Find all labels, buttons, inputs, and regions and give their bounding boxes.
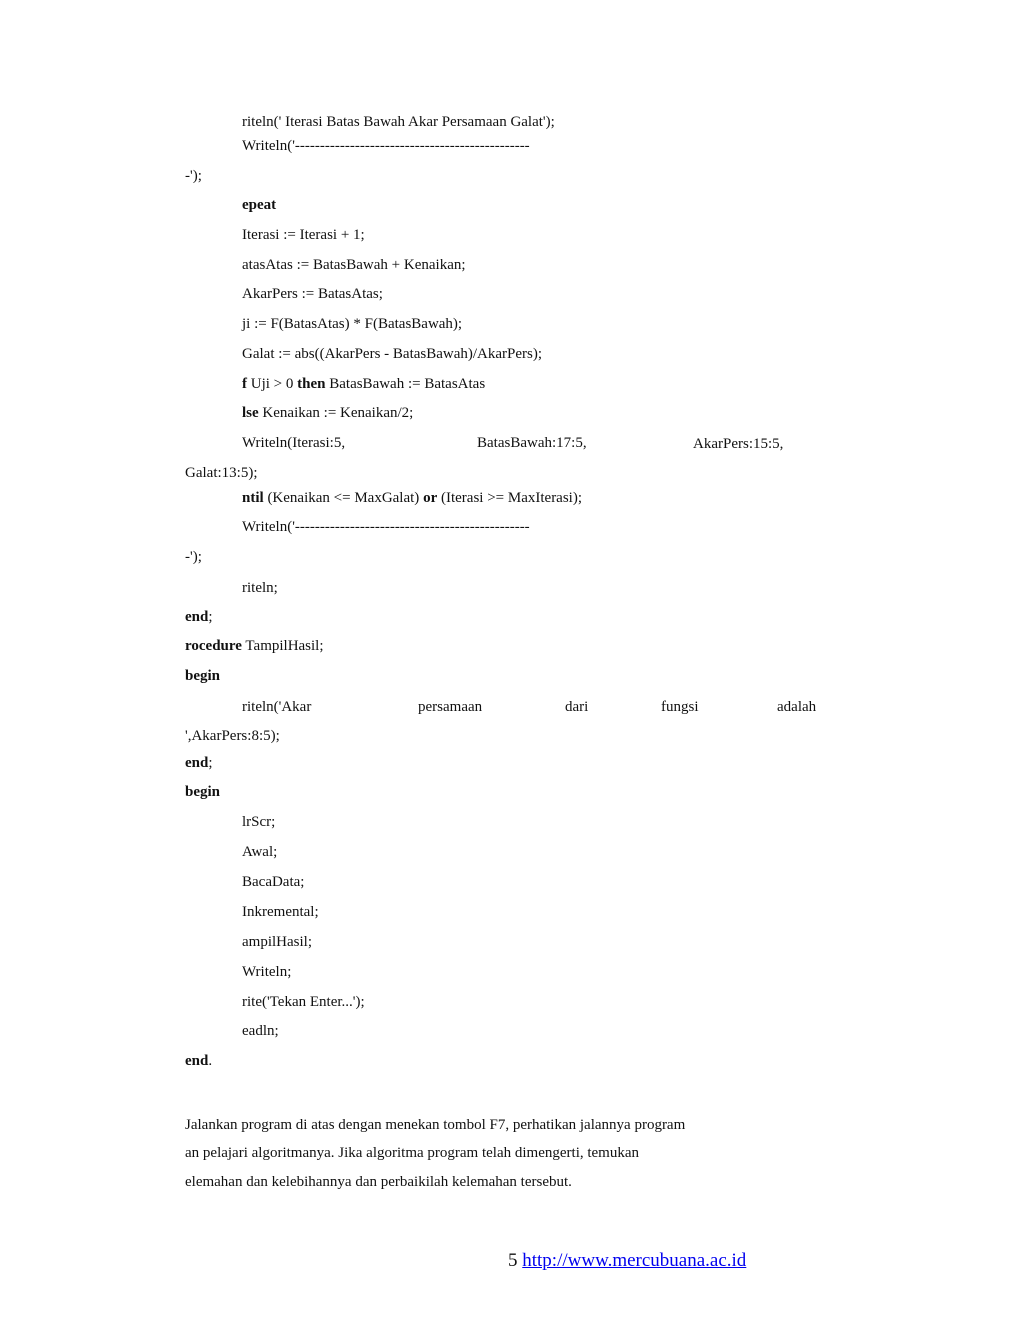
code-line: lrScr;	[242, 814, 276, 830]
keyword: or	[423, 490, 438, 506]
keyword: begin	[185, 668, 221, 684]
code-text: TampilHasil;	[241, 638, 324, 654]
code-line: eadln;	[242, 1023, 279, 1039]
keyword: end	[185, 755, 209, 771]
code-line	[242, 489, 582, 507]
code-line: Writeln;	[242, 964, 292, 980]
code-text: Kenaikan := Kenaikan/2;	[258, 405, 414, 421]
keyword: ntil	[242, 490, 264, 506]
keyword: f	[242, 376, 247, 392]
code-text: Uji > 0	[247, 376, 298, 392]
code-text: ;	[208, 755, 213, 771]
code-line: ji := F(BatasAtas) * F(BatasBawah);	[242, 316, 463, 332]
code-line: Galat:13:5);	[185, 465, 258, 481]
code-text: .	[208, 1053, 213, 1069]
keyword: rocedure	[185, 638, 242, 654]
paragraph-line: elemahan dan kelebihannya dan perbaikilah kelemahan tersebut.	[185, 1174, 572, 1190]
code-text: (Iterasi >= MaxIterasi);	[437, 490, 583, 506]
footer-link[interactable]: http://www.mercubuana.ac.id	[522, 1250, 747, 1271]
code-line	[185, 783, 220, 801]
code-line: BatasBawah:17:5,	[477, 435, 587, 451]
code-text: BatasBawah := BatasAtas	[325, 376, 486, 392]
code-line: adalah	[777, 699, 817, 715]
keyword: end	[185, 609, 209, 625]
code-line	[185, 1052, 212, 1070]
code-line: ampilHasil;	[242, 934, 312, 950]
code-line	[242, 375, 485, 393]
keyword: begin	[185, 784, 221, 800]
code-line: -');	[185, 168, 202, 184]
code-line	[242, 404, 413, 422]
code-line: riteln;	[242, 580, 278, 596]
code-line: rite('Tekan Enter...');	[242, 994, 365, 1010]
code-line: Iterasi := Iterasi + 1;	[242, 227, 365, 243]
code-line	[185, 608, 213, 626]
code-line: ',AkarPers:8:5);	[185, 728, 280, 744]
code-line: AkarPers := BatasAtas;	[242, 286, 383, 302]
code-line: persamaan	[418, 699, 483, 715]
code-line	[242, 196, 276, 214]
code-line: Awal;	[242, 844, 278, 860]
keyword: epeat	[242, 197, 277, 213]
code-text: (Kenaikan <= MaxGalat)	[263, 490, 424, 506]
code-line: Writeln('-----------------------------------------------	[242, 138, 530, 154]
code-text: ;	[208, 609, 213, 625]
code-line: fungsi	[661, 699, 699, 715]
code-line: Writeln(Iterasi:5,	[242, 435, 346, 451]
code-line: Galat := abs((AkarPers - BatasBawah)/AkarPers);	[242, 346, 543, 362]
code-line: atasAtas := BatasBawah + Kenaikan;	[242, 257, 466, 273]
code-line: riteln(' Iterasi Batas Bawah Akar Persamaan Galat');	[242, 114, 555, 130]
code-line: BacaData;	[242, 874, 305, 890]
keyword: then	[297, 376, 326, 392]
keyword: lse	[242, 405, 259, 421]
code-line	[185, 667, 220, 685]
paragraph-line: an pelajari algoritmanya. Jika algoritma program telah dimengerti, temukan	[185, 1145, 640, 1161]
code-line: -');	[185, 549, 202, 565]
page-number: 5	[508, 1250, 518, 1271]
code-line: Inkremental;	[242, 904, 319, 920]
code-line: riteln('Akar	[242, 699, 312, 715]
code-line: Writeln('-----------------------------------------------	[242, 519, 530, 535]
code-line: AkarPers:15:5,	[693, 436, 784, 452]
code-line: dari	[565, 699, 589, 715]
page-footer	[508, 1250, 746, 1272]
code-line	[185, 754, 213, 772]
keyword: end	[185, 1053, 209, 1069]
paragraph-line: Jalankan program di atas dengan menekan tombol F7, perhatikan jalannya program	[185, 1117, 686, 1133]
code-line	[185, 637, 324, 655]
